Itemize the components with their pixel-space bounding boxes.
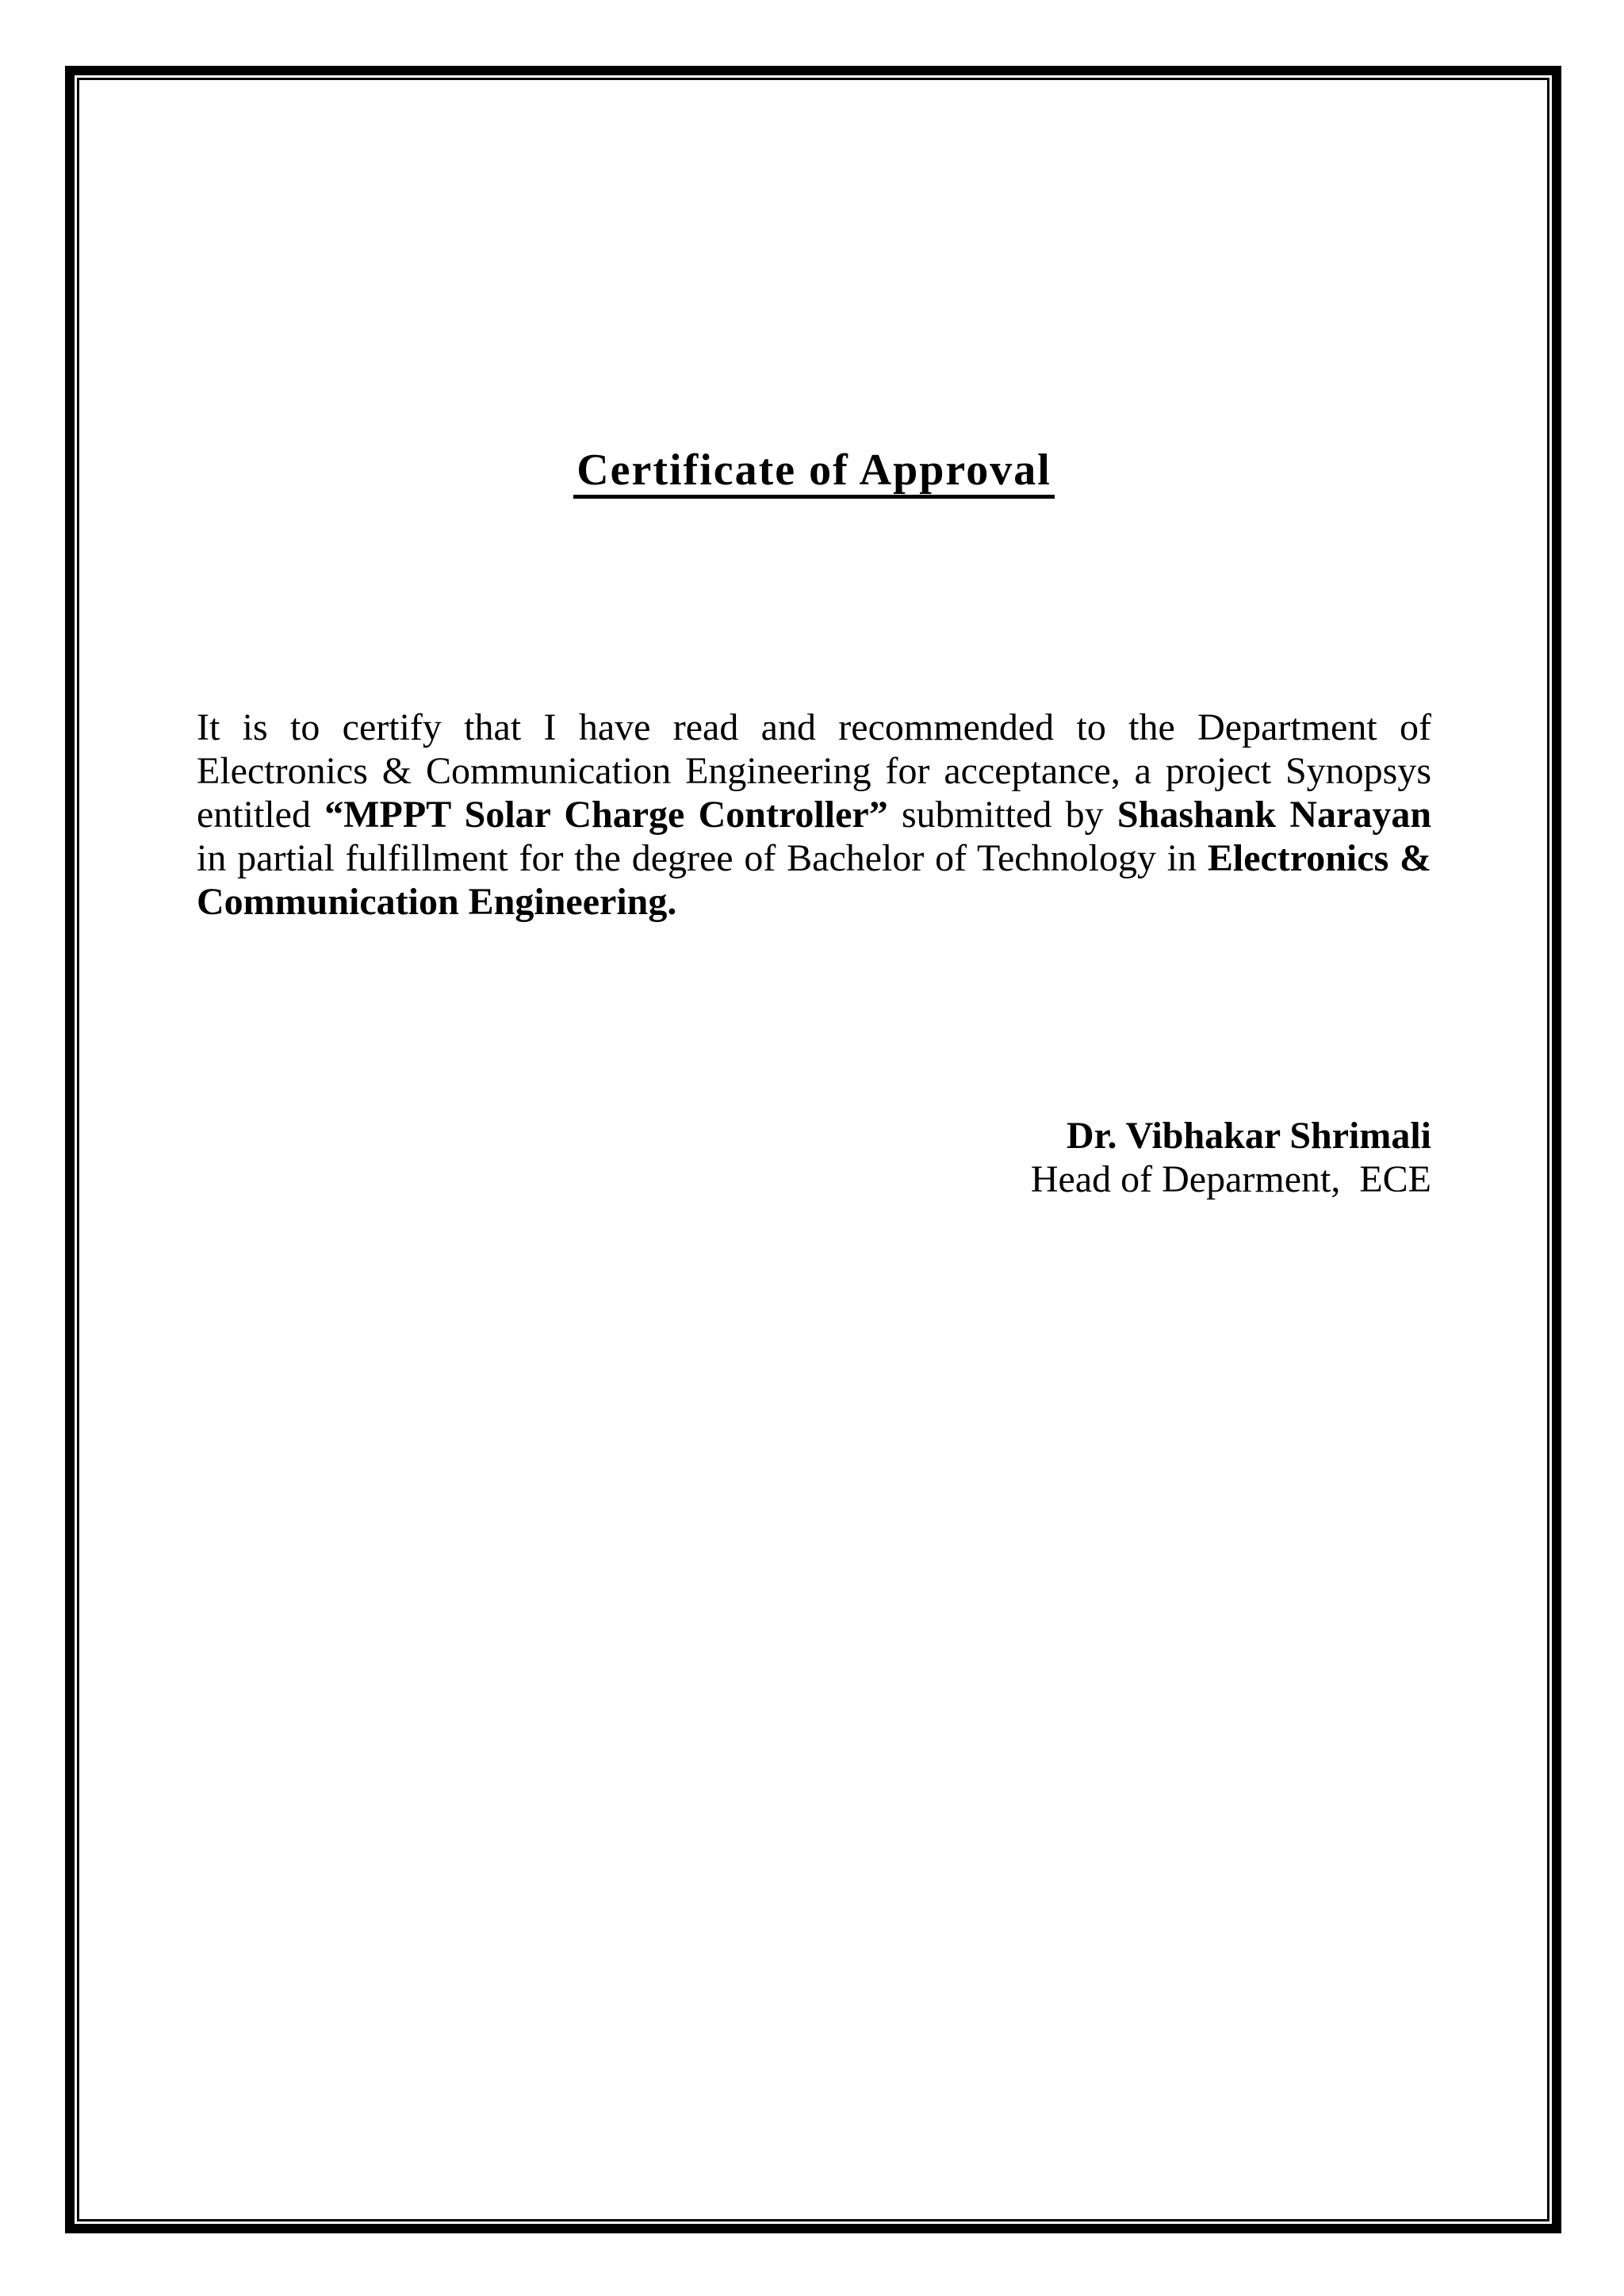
paragraph-line <box>197 793 1431 836</box>
page-title: Certificate of Approval <box>573 447 1055 499</box>
paragraph-line <box>197 880 1431 924</box>
paragraph-text-bold: Electronics & <box>1207 837 1431 879</box>
signature-block <box>1031 1114 1431 1201</box>
paragraph-text-bold: “MPPT Solar Charge Controller” <box>324 794 888 836</box>
paragraph-text: Electronics & Communication Engineering for acceptance, a project Synopsys <box>197 750 1431 792</box>
paragraph-text: submitted by <box>887 794 1117 836</box>
paragraph-text: entitled <box>197 794 325 836</box>
title-row <box>197 447 1431 499</box>
paragraph-text-bold: Communication Engineering. <box>197 881 677 923</box>
paragraph-line <box>197 836 1431 880</box>
paragraph-line <box>197 706 1431 749</box>
paragraph-line <box>197 749 1431 793</box>
paragraph-text-bold: Shashank Narayan <box>1116 794 1432 836</box>
signatory-name: Dr. Vibhakar Shrimali <box>1066 1115 1431 1157</box>
paragraph-text: in partial fulfillment for the degree of Bachelor of Technology in <box>197 837 1208 879</box>
paragraph-text: It is to certify that I have read and recommended to the Department of <box>197 706 1431 748</box>
certificate-paragraph <box>197 706 1431 924</box>
signatory-role: Head of Deparment, ECE <box>1030 1158 1431 1200</box>
